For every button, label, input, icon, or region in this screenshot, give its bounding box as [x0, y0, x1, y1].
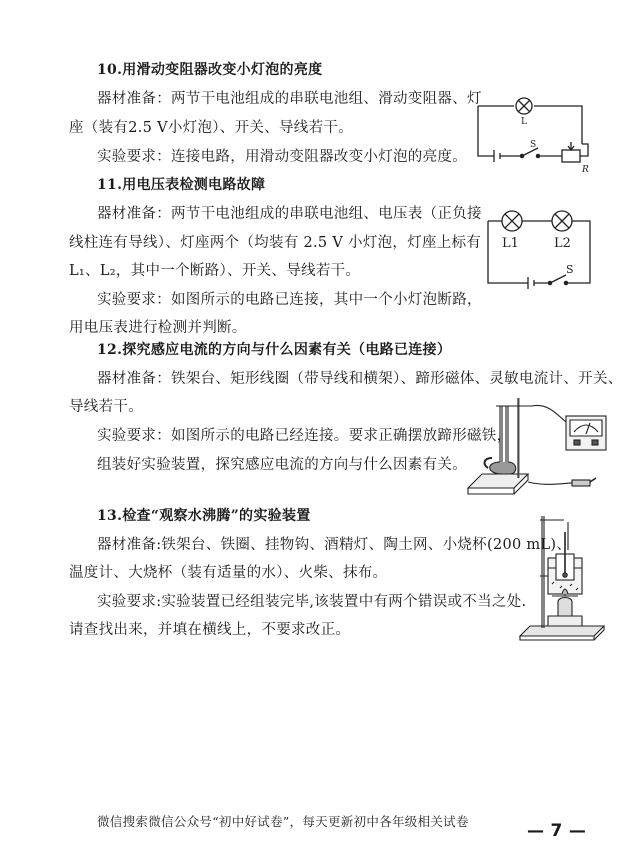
section-12-materials-line1: 器材准备：铁架台、矩形线圈（带导线和横架）、蹄形磁体、灵敏电流计、开关、 [97, 371, 623, 387]
section-13-materials-line1: 器材准备:铁架台、铁圈、挂物钩、酒精灯、陶土网、小烧杯(200 mL)、 [97, 537, 572, 553]
section-10-requirement: 实验要求：连接电路，用滑动变阻器改变小灯泡的亮度。 [97, 149, 467, 165]
section-11-requirement-line2: 用电压表进行检测并判断。 [69, 320, 247, 336]
section-11-materials-line1: 器材准备：两节干电池组成的串联电池组、电压表（正负接 [97, 206, 482, 222]
section-11-requirement-line1: 实验要求：如图所示的电路已连接，其中一个小灯泡断路， [97, 292, 482, 308]
lamp-label-L: L [521, 117, 527, 127]
page-number: — 7 — [527, 821, 587, 841]
section-10-title: 10.用滑动变阻器改变小灯泡的亮度 [97, 62, 323, 78]
section-13-requirement-line2: 请查找出来，并填在横线上，不要求改正。 [69, 622, 351, 638]
section-12-materials-line2: 导线若干。 [69, 399, 143, 415]
rheostat-label-R: R [582, 165, 589, 172]
section-10-materials-line1: 器材准备：两节干电池组成的串联电池组、滑动变阻器、灯 [97, 91, 482, 107]
section-13-requirement-line1: 实验要求:实验装置已经组装完毕,该装置中有两个错误或不当之处. [97, 594, 527, 610]
switch-label-S: S [566, 263, 574, 276]
section-13-materials-line2: 温度计、大烧杯（装有适量的水）、火柴、抹布。 [69, 565, 388, 581]
section-11-title: 11.用电压表检测电路故障 [97, 177, 266, 193]
section-11-materials-line3: L₁、L₂，其中一个断路）、开关、导线若干。 [69, 263, 361, 279]
lamp-label-L1: L1 [502, 236, 519, 251]
boiling-water-apparatus-illustration [518, 512, 608, 642]
switch-label-S: S [530, 140, 537, 150]
section-11-materials-line2: 线柱连有导线）、灯座两个（均装有 2.5 V 小灯泡，灯座上标有 [69, 235, 482, 251]
section-12-requirement-line1: 实验要求：如图所示的电路已经连接。要求正确摆放蹄形磁铁， [97, 428, 512, 444]
section-10-materials-line2: 座（装有2.5 V小灯泡）、开关、导线若干。 [69, 120, 353, 136]
lamp-label-L2: L2 [554, 236, 571, 251]
section-13-title: 13.检查“观察水沸腾”的实验装置 [97, 508, 311, 524]
section-12-title: 12.探究感应电流的方向与什么因素有关（电路已连接） [97, 342, 452, 358]
section-12-requirement-line2: 组装好实验装置，探究感应电流的方向与什么因素有关。 [97, 457, 467, 473]
footer-note: 微信搜索微信公众号“初中好试卷”，每天更新初中各年级相关试卷 [97, 814, 469, 829]
